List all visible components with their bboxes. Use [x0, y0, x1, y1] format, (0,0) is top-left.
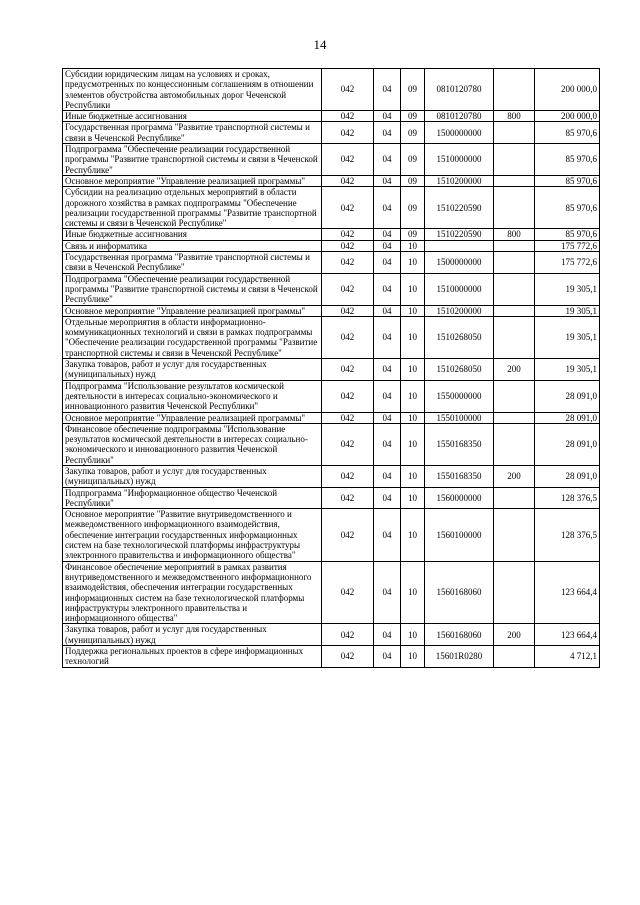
row-pr-cell: 10 — [401, 380, 425, 412]
row-sum-cell: 85 970,6 — [535, 175, 600, 186]
row-csr-cell: 0810120780 — [425, 111, 494, 122]
row-csr-cell: 1550100000 — [425, 412, 494, 423]
row-ved-cell: 042 — [322, 273, 374, 305]
row-ved-cell: 042 — [322, 122, 374, 144]
row-name-cell: Субсидии юридическим лицам на условиях и сроках, предусмотренных по концессионным соглашениям в отношении элементов обустройства автомобильных дорог Чеченской Республики — [63, 69, 322, 111]
row-pr-cell: 09 — [401, 144, 425, 176]
row-ved-cell: 042 — [322, 144, 374, 176]
row-rz-cell: 04 — [374, 412, 401, 423]
row-csr-cell: 1510000000 — [425, 144, 494, 176]
row-name-cell: Закупка товаров, работ и услуг для государственных (муниципальных) нужд — [63, 359, 322, 381]
row-name-cell: Подпрограмма "Обеспечение реализации государственной программы "Развитие транспортной системы и связи в Чеченской Республике" — [63, 273, 322, 305]
row-ved-cell: 042 — [322, 316, 374, 358]
row-name-cell: Отдельные мероприятия в области информационно-коммуникационных технологий и связи в рамках подпрограммы "Обеспечение реализации государственной программы "Развитие транспортной системы и связи в Чеченской Республике" — [63, 316, 322, 358]
row-rz-cell: 04 — [374, 465, 401, 487]
row-csr-cell: 15601R0280 — [425, 646, 494, 668]
row-vr-cell — [494, 423, 535, 465]
row-pr-cell: 09 — [401, 122, 425, 144]
table-row — [63, 359, 600, 381]
row-sum-cell: 123 664,4 — [535, 561, 600, 624]
table-row — [63, 144, 600, 176]
row-sum-cell: 19 305,1 — [535, 273, 600, 305]
table-row — [63, 561, 600, 624]
row-vr-cell — [494, 240, 535, 251]
row-vr-cell — [494, 412, 535, 423]
row-pr-cell: 10 — [401, 561, 425, 624]
page-number: 14 — [313, 37, 327, 52]
table-row — [63, 509, 600, 561]
budget-table — [62, 68, 600, 668]
row-pr-cell: 10 — [401, 252, 425, 274]
row-vr-cell: 200 — [494, 624, 535, 646]
table-row — [63, 175, 600, 186]
table-row — [63, 229, 600, 240]
row-name-cell: Закупка товаров, работ и услуг для государственных (муниципальных) нужд — [63, 624, 322, 646]
row-ved-cell: 042 — [322, 465, 374, 487]
table-row — [63, 316, 600, 358]
row-ved-cell: 042 — [322, 111, 374, 122]
row-name-cell: Подпрограмма "Обеспечение реализации государственной программы "Развитие транспортной системы и связи в Чеченской Республике" — [63, 144, 322, 176]
row-csr-cell: 1550168350 — [425, 465, 494, 487]
row-name-cell: Основное мероприятие "Управление реализацией программы" — [63, 412, 322, 423]
row-rz-cell: 04 — [374, 316, 401, 358]
row-pr-cell: 09 — [401, 229, 425, 240]
row-csr-cell: 1550000000 — [425, 380, 494, 412]
row-sum-cell: 175 772,6 — [535, 252, 600, 274]
row-vr-cell: 800 — [494, 111, 535, 122]
row-csr-cell: 1560168060 — [425, 624, 494, 646]
row-sum-cell: 128 376,5 — [535, 487, 600, 509]
row-pr-cell: 10 — [401, 624, 425, 646]
table-row — [63, 412, 600, 423]
row-ved-cell: 042 — [322, 305, 374, 316]
row-ved-cell: 042 — [322, 561, 374, 624]
row-sum-cell: 28 091,0 — [535, 465, 600, 487]
row-vr-cell: 800 — [494, 229, 535, 240]
row-vr-cell — [494, 380, 535, 412]
row-ved-cell: 042 — [322, 187, 374, 229]
row-sum-cell: 200 000,0 — [535, 111, 600, 122]
row-csr-cell: 1510268050 — [425, 359, 494, 381]
table-row — [63, 69, 600, 111]
row-rz-cell: 04 — [374, 380, 401, 412]
row-csr-cell: 1560000000 — [425, 487, 494, 509]
row-vr-cell — [494, 175, 535, 186]
table-row — [63, 273, 600, 305]
table-row — [63, 646, 600, 668]
row-sum-cell: 85 970,6 — [535, 144, 600, 176]
row-name-cell: Закупка товаров, работ и услуг для государственных (муниципальных) нужд — [63, 465, 322, 487]
row-sum-cell: 85 970,6 — [535, 187, 600, 229]
row-rz-cell: 04 — [374, 305, 401, 316]
row-csr-cell: 1510200000 — [425, 305, 494, 316]
row-vr-cell — [494, 305, 535, 316]
row-name-cell: Иные бюджетные ассигнования — [63, 111, 322, 122]
row-ved-cell: 042 — [322, 509, 374, 561]
row-name-cell: Государственная программа "Развитие транспортной системы и связи в Чеченской Республике" — [63, 252, 322, 274]
row-ved-cell: 042 — [322, 69, 374, 111]
row-csr-cell: 0810120780 — [425, 69, 494, 111]
table-row — [63, 305, 600, 316]
row-ved-cell: 042 — [322, 252, 374, 274]
table-row — [63, 240, 600, 251]
table-row — [63, 187, 600, 229]
row-pr-cell: 10 — [401, 359, 425, 381]
row-rz-cell: 04 — [374, 111, 401, 122]
row-sum-cell: 19 305,1 — [535, 359, 600, 381]
row-csr-cell: 1560168060 — [425, 561, 494, 624]
row-sum-cell: 28 091,0 — [535, 423, 600, 465]
row-rz-cell: 04 — [374, 624, 401, 646]
row-pr-cell: 10 — [401, 487, 425, 509]
row-sum-cell: 19 305,1 — [535, 316, 600, 358]
row-rz-cell: 04 — [374, 509, 401, 561]
table-row — [63, 624, 600, 646]
row-ved-cell: 042 — [322, 487, 374, 509]
row-name-cell: Подпрограмма "Использование результатов космической деятельности в интересах социально-экономического и инновационного развития Чеченской Республики" — [63, 380, 322, 412]
row-csr-cell: 1510220590 — [425, 229, 494, 240]
row-pr-cell: 09 — [401, 111, 425, 122]
row-csr-cell: 1510220590 — [425, 187, 494, 229]
row-ved-cell: 042 — [322, 175, 374, 186]
row-pr-cell: 10 — [401, 412, 425, 423]
row-csr-cell: 1510268050 — [425, 316, 494, 358]
row-sum-cell: 85 970,6 — [535, 229, 600, 240]
row-ved-cell: 042 — [322, 423, 374, 465]
row-rz-cell: 04 — [374, 252, 401, 274]
row-pr-cell: 10 — [401, 316, 425, 358]
row-pr-cell: 10 — [401, 240, 425, 251]
row-pr-cell: 09 — [401, 187, 425, 229]
row-vr-cell — [494, 509, 535, 561]
row-ved-cell: 042 — [322, 646, 374, 668]
row-ved-cell: 042 — [322, 380, 374, 412]
row-rz-cell: 04 — [374, 273, 401, 305]
row-vr-cell — [494, 144, 535, 176]
row-name-cell: Финансовое обеспечение мероприятий в рамках развития внутриведомственного и межведомственного информационного взаимодействия, обеспечения интеграции государственных информационных систем на базе технологической платформы инфраструктуры электронного правительства и информационного общества" — [63, 561, 322, 624]
row-csr-cell: 1550168350 — [425, 423, 494, 465]
row-name-cell: Связь и информатика — [63, 240, 322, 251]
table-row — [63, 465, 600, 487]
budget-table-body — [63, 69, 600, 668]
row-csr-cell: 1560100000 — [425, 509, 494, 561]
row-pr-cell: 10 — [401, 465, 425, 487]
row-sum-cell: 28 091,0 — [535, 412, 600, 423]
row-rz-cell: 04 — [374, 229, 401, 240]
row-csr-cell: 1500000000 — [425, 122, 494, 144]
row-name-cell: Финансовое обеспечение подпрограммы "Использование результатов космической деятельности в интересах социально-экономического и инновационного развития Чеченской Республики" — [63, 423, 322, 465]
row-pr-cell: 10 — [401, 423, 425, 465]
row-csr-cell — [425, 240, 494, 251]
row-sum-cell: 4 712,1 — [535, 646, 600, 668]
row-rz-cell: 04 — [374, 69, 401, 111]
row-vr-cell — [494, 273, 535, 305]
row-name-cell: Субсидии на реализацию отдельных мероприятий в области дорожного хозяйства в рамках подпрограммы "Обеспечение реализации государственной программы "Развитие транспортной системы и связи в Чеченской Республике" — [63, 187, 322, 229]
row-pr-cell: 10 — [401, 305, 425, 316]
table-row — [63, 380, 600, 412]
row-vr-cell: 200 — [494, 359, 535, 381]
row-rz-cell: 04 — [374, 187, 401, 229]
row-vr-cell — [494, 646, 535, 668]
row-rz-cell: 04 — [374, 561, 401, 624]
table-row — [63, 252, 600, 274]
row-rz-cell: 04 — [374, 487, 401, 509]
row-ved-cell: 042 — [322, 359, 374, 381]
table-row — [63, 122, 600, 144]
row-ved-cell: 042 — [322, 412, 374, 423]
row-name-cell: Поддержка региональных проектов в сфере информационных технологий — [63, 646, 322, 668]
row-vr-cell — [494, 487, 535, 509]
row-csr-cell: 1500000000 — [425, 252, 494, 274]
row-ved-cell: 042 — [322, 240, 374, 251]
row-pr-cell: 09 — [401, 69, 425, 111]
row-ved-cell: 042 — [322, 229, 374, 240]
row-rz-cell: 04 — [374, 646, 401, 668]
row-name-cell: Основное мероприятие "Развитие внутриведомственного и межведомственного информационного взаимодействия, обеспечение интеграции государственных информационных систем на базе технологической платформы инфраструктуры электронного правительства и информационного общества" — [63, 509, 322, 561]
row-name-cell: Иные бюджетные ассигнования — [63, 229, 322, 240]
row-pr-cell: 10 — [401, 509, 425, 561]
row-rz-cell: 04 — [374, 122, 401, 144]
row-sum-cell: 200 000,0 — [535, 69, 600, 111]
row-vr-cell — [494, 187, 535, 229]
row-vr-cell: 200 — [494, 465, 535, 487]
row-name-cell: Подпрограмма "Информационное общество Чеченской Республики" — [63, 487, 322, 509]
row-rz-cell: 04 — [374, 144, 401, 176]
row-name-cell: Основное мероприятие "Управление реализацией программы" — [63, 175, 322, 186]
row-ved-cell: 042 — [322, 624, 374, 646]
table-row — [63, 111, 600, 122]
row-csr-cell: 1510200000 — [425, 175, 494, 186]
row-vr-cell — [494, 561, 535, 624]
row-sum-cell: 123 664,4 — [535, 624, 600, 646]
row-sum-cell: 19 305,1 — [535, 305, 600, 316]
row-sum-cell: 85 970,6 — [535, 122, 600, 144]
row-vr-cell — [494, 252, 535, 274]
row-rz-cell: 04 — [374, 175, 401, 186]
row-csr-cell: 1510000000 — [425, 273, 494, 305]
row-sum-cell: 128 376,5 — [535, 509, 600, 561]
row-pr-cell: 10 — [401, 273, 425, 305]
row-vr-cell — [494, 122, 535, 144]
row-sum-cell: 175 772,6 — [535, 240, 600, 251]
row-rz-cell: 04 — [374, 423, 401, 465]
row-rz-cell: 04 — [374, 359, 401, 381]
table-row — [63, 423, 600, 465]
row-vr-cell — [494, 316, 535, 358]
row-name-cell: Государственная программа "Развитие транспортной системы и связи в Чеченской Республике" — [63, 122, 322, 144]
row-vr-cell — [494, 69, 535, 111]
row-pr-cell: 09 — [401, 175, 425, 186]
table-row — [63, 487, 600, 509]
row-name-cell: Основное мероприятие "Управление реализацией программы" — [63, 305, 322, 316]
row-sum-cell: 28 091,0 — [535, 380, 600, 412]
row-rz-cell: 04 — [374, 240, 401, 251]
row-pr-cell: 10 — [401, 646, 425, 668]
